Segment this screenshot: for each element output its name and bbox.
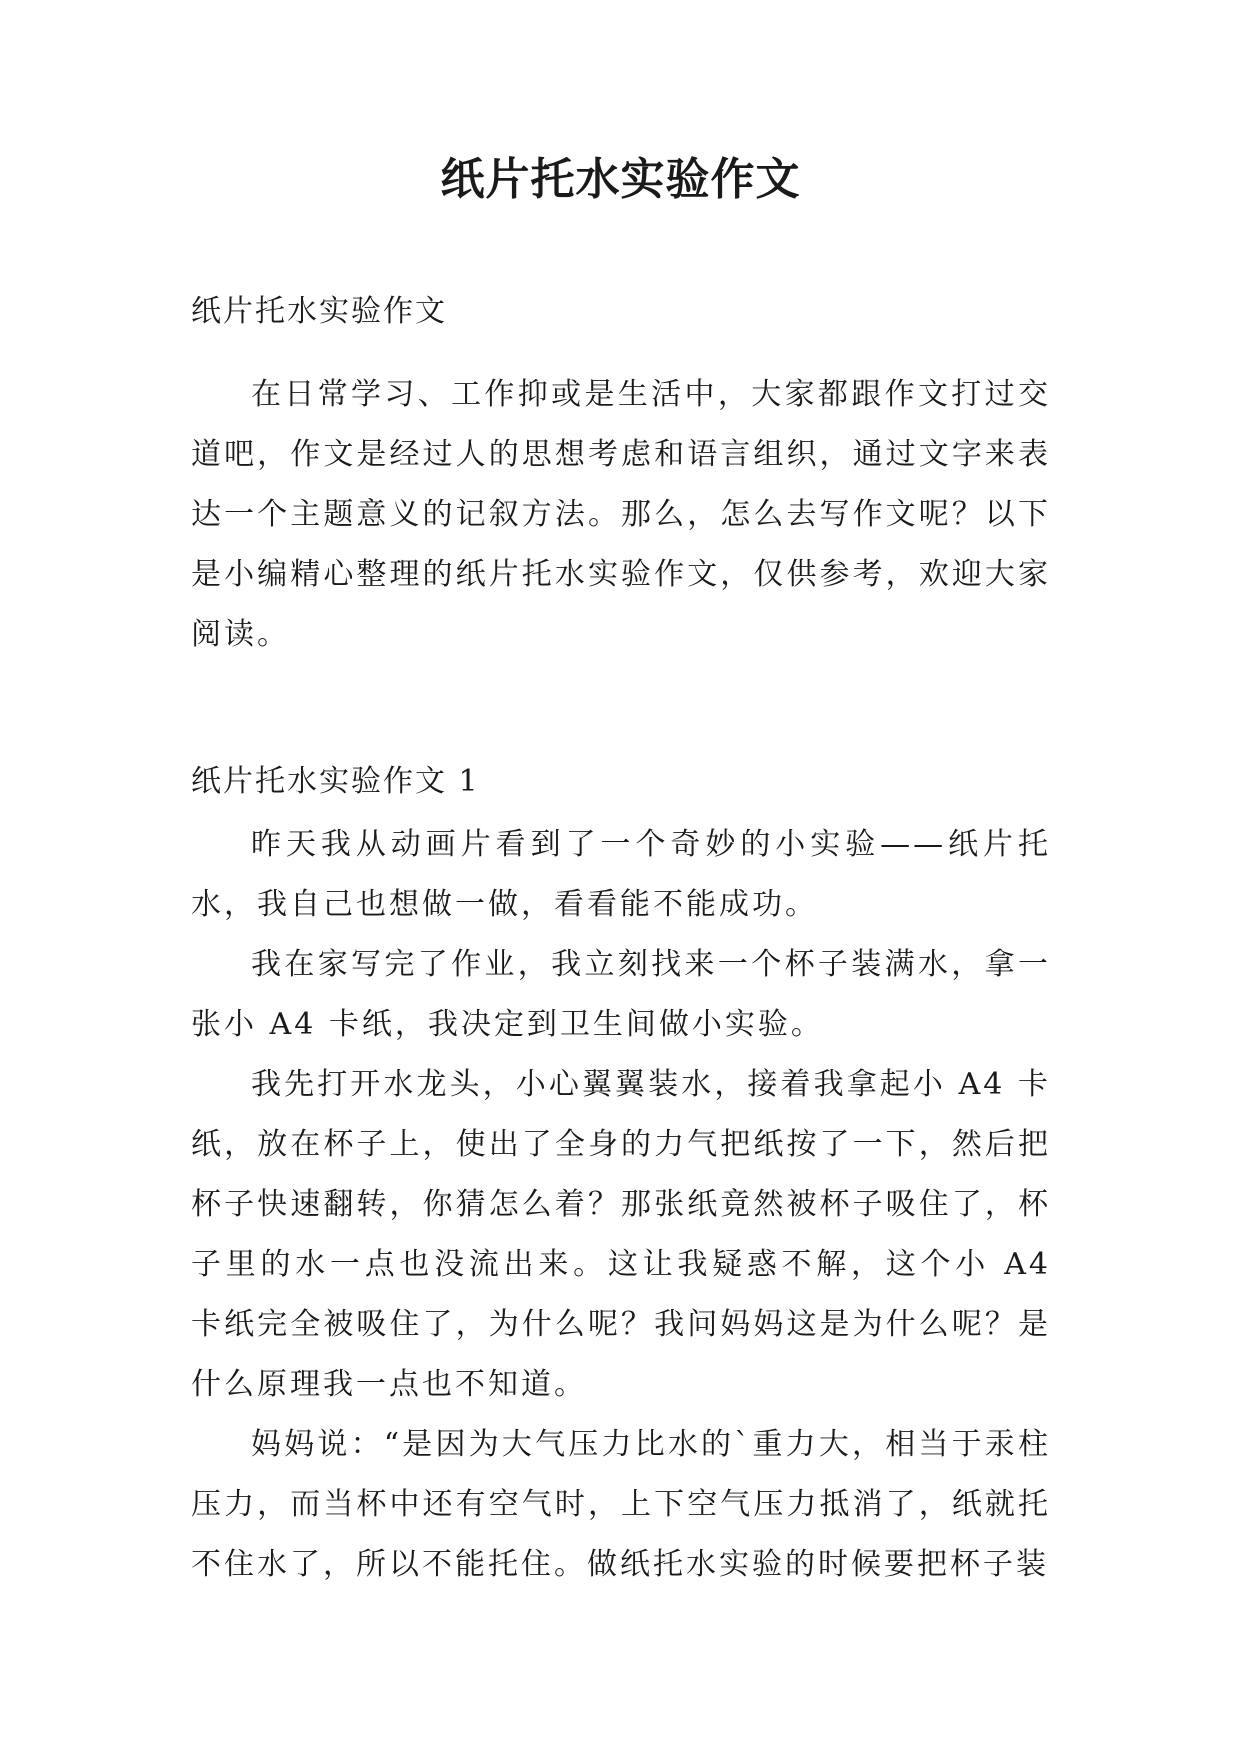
intro-paragraph: 在日常学习、工作抑或是生活中，大家都跟作文打过交道吧，作文是经过人的思想考虑和语言组织，通过文字来表达一个主题意义的记叙方法。那么，怎么去写作文呢？以下是小编精心整理的纸片托水实验作文，仅供参考，欢迎大家阅读。 (191, 377, 1051, 652)
story-paragraph-3: 我先打开水龙头，小心翼翼装水，接着我拿起小 A4 卡纸，放在杯子上，使出了全身的力气把纸按了一下，然后把杯子快速翻转，你猜怎么着？那张纸竟然被杯子吸住了，杯子里的水一点也没流出来。这让我疑惑不解，这个小 A4 卡纸完全被吸住了，为什么呢？我问妈妈这是为什么呢？是什么原理我一点也不知道。 (191, 1067, 1051, 1402)
story-paragraph-1: 昨天我从动画片看到了一个奇妙的小实验——纸片托水，我自己也想做一做，看看能不能成功。 (191, 827, 1051, 922)
story-paragraph-4: 妈妈说：“是因为大气压力比水的`重力大，相当于汞柱压力，而当杯中还有空气时，上下空气压力抵消了，纸就托不住水了，所以不能托住。做纸托水实验的时候要把杯子装 (191, 1427, 1051, 1582)
story-paragraph-2: 我在家写完了作业，我立刻找来一个杯子装满水，拿一张小 A4 卡纸，我决定到卫生间做小实验。 (191, 947, 1051, 1042)
document-title: 纸片托水实验作文 (440, 154, 801, 205)
section-heading: 纸片托水实验作文 1 (191, 764, 480, 799)
story-body (191, 815, 1051, 1595)
document-subtitle: 纸片托水实验作文 (191, 294, 447, 329)
